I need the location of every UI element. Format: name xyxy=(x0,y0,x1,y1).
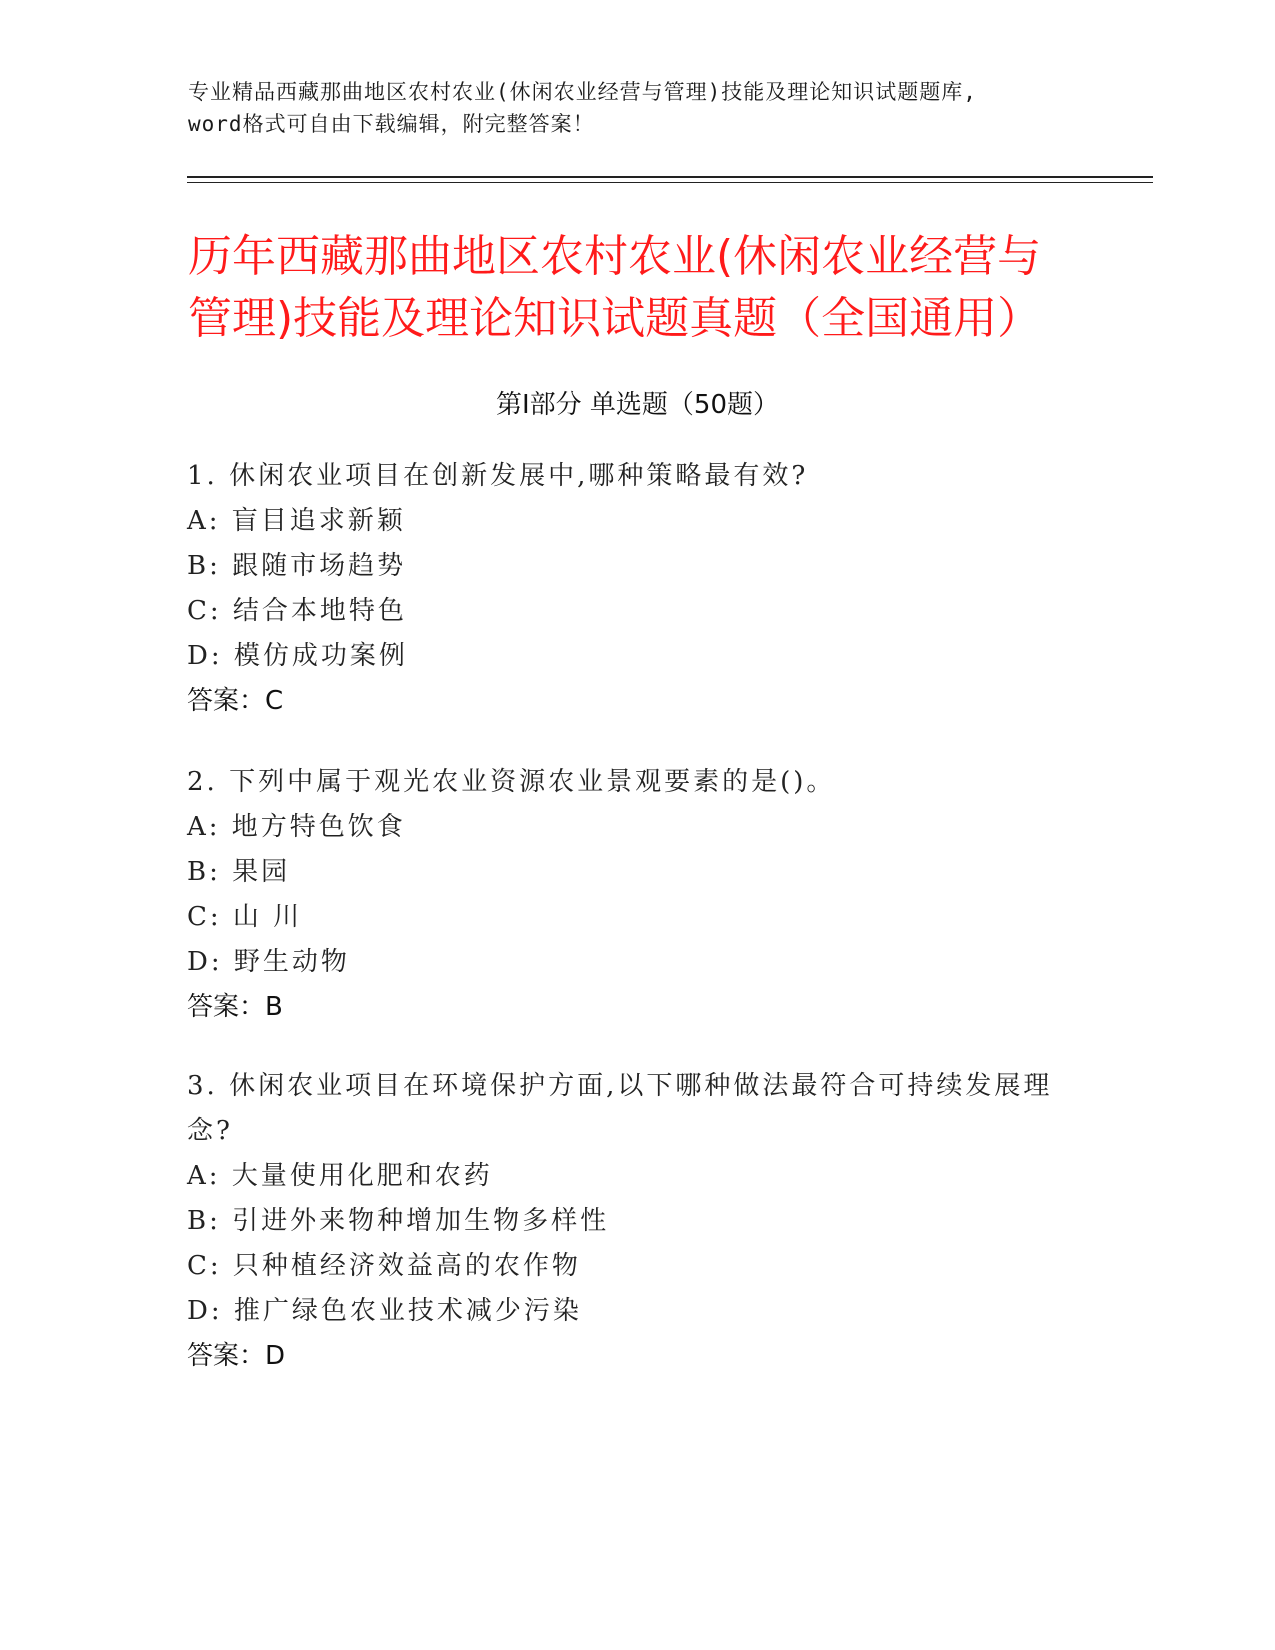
option-d: D: 模仿成功案例 xyxy=(187,641,408,671)
answer-text: 答案：C xyxy=(187,686,284,716)
option-d: D: 野生动物 xyxy=(187,947,350,977)
question-text: 1. 休闲农业项目在创新发展中,哪种策略最有效? xyxy=(187,461,809,491)
header-note xyxy=(188,76,1088,140)
question-text-continued: 念? xyxy=(187,1116,233,1146)
document-title xyxy=(188,226,1148,350)
answer-text: 答案：B xyxy=(187,992,283,1022)
question-text: 3. 休闲农业项目在环境保护方面,以下哪种做法最符合可持续发展理 xyxy=(187,1071,1053,1101)
question-block xyxy=(187,760,1087,1030)
option-b: B: 果园 xyxy=(187,857,291,887)
option-a: A: 盲目追求新颖 xyxy=(187,506,406,536)
question-block xyxy=(187,1064,1087,1379)
option-a: A: 大量使用化肥和农药 xyxy=(187,1161,493,1191)
header-note-line: 专业精品西藏那曲地区农村农业(休闲农业经营与管理)技能及理论知识试题题库, xyxy=(188,80,977,104)
answer-text: 答案：D xyxy=(187,1341,286,1371)
section-title: 第Ⅰ部分 单选题（50题） xyxy=(495,390,780,420)
question-text: 2. 下列中属于观光农业资源农业景观要素的是()。 xyxy=(187,767,836,797)
option-d: D: 推广绿色农业技术减少污染 xyxy=(187,1296,582,1326)
header-divider xyxy=(187,176,1153,178)
option-c: C: 结合本地特色 xyxy=(187,596,407,626)
option-b: B: 引进外来物种增加生物多样性 xyxy=(187,1206,610,1236)
header-note-line: word格式可自由下载编辑，附完整答案！ xyxy=(188,112,595,136)
header-divider-thin xyxy=(187,182,1153,183)
option-b: B: 跟随市场趋势 xyxy=(187,551,407,581)
question-block xyxy=(187,454,1087,724)
option-c: C: 山 川 xyxy=(187,902,303,932)
option-a: A: 地方特色饮食 xyxy=(187,812,406,842)
option-c: C: 只种植经济效益高的农作物 xyxy=(187,1251,581,1281)
document-title-line: 历年西藏那曲地区农村农业(休闲农业经营与 xyxy=(188,231,1042,282)
document-title-line: 管理)技能及理论知识试题真题（全国通用） xyxy=(188,293,1042,344)
